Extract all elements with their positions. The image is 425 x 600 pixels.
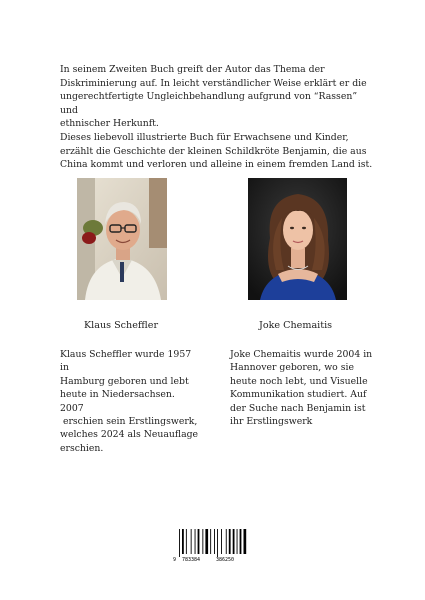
intro-line: Diskriminierung auf. In leicht verständlicher Weise erklärt er die [60, 77, 367, 89]
bio-line: der Suche nach Benjamin ist [230, 402, 366, 414]
barcode-bar [237, 529, 238, 554]
barcode-bar [217, 529, 218, 557]
bio-line: Hamburg geboren und lebt [60, 375, 189, 387]
barcode-bars [171, 527, 251, 563]
barcode-bar [210, 529, 211, 554]
barcode-bar [182, 529, 184, 554]
portrait-woman-image [248, 178, 347, 300]
barcode-digit: 9 [173, 557, 177, 563]
bio-line: Kommunikation studiert. Auf [230, 389, 367, 401]
intro-line: In seinem Zweiten Buch greift der Autor das Thema der [60, 64, 325, 75]
bio-line: ihr Erstlingswerk [230, 416, 313, 428]
bio-line: Hannover geboren, wo sie [230, 362, 354, 374]
bio-line: erschien sein Erstlingswerk, [60, 416, 198, 428]
intro-line: China kommt und verloren und alleine in einem fremden Land ist. [60, 159, 373, 171]
author-name: Klaus Scheffler [84, 320, 159, 331]
barcode-bar [229, 529, 231, 554]
barcode-group: 783384 [182, 557, 201, 563]
bio-line: heute in Niedersachsen. 2007 [60, 389, 175, 414]
bio-line: Klaus Scheffler wurde 1957 in [60, 349, 192, 374]
author-photo-joke [248, 178, 347, 300]
portrait-man-image [77, 178, 167, 300]
author-name: Joke Chemaitis [259, 320, 333, 331]
barcode-bar [195, 529, 196, 554]
intro-line: Dieses liebevoll illustrierte Buch für Erwachsene und Kinder, [60, 131, 349, 143]
barcode-bar [221, 529, 222, 554]
intro-line: ethnischer Herkunft. [60, 118, 159, 130]
bio-line: erschien. [60, 442, 104, 454]
barcode-bar [226, 529, 227, 554]
barcode-bar [202, 529, 203, 554]
barcode-bar [191, 529, 192, 554]
intro-line: ungerechtfertigte Ungleichbehandlung aufgrund von “Rassen” und [60, 91, 358, 116]
barcode-bar [240, 529, 242, 554]
barcode-bar [179, 529, 180, 557]
barcode-bar [198, 529, 200, 554]
barcode-bar [233, 529, 235, 554]
bio-line: Joke Chemaitis wurde 2004 in [230, 349, 373, 360]
barcode-bar [214, 529, 215, 554]
barcode-group: 386250 [216, 557, 235, 563]
author-bio [230, 348, 375, 428]
bio-line: welches 2024 als Neuauflage [60, 429, 199, 441]
isbn-barcode [171, 527, 251, 563]
barcode-bar [186, 529, 187, 554]
barcode-bar [244, 529, 247, 554]
intro-text [60, 63, 375, 172]
barcode-bar [205, 529, 208, 554]
author-bio [60, 348, 200, 455]
author-photo-klaus [77, 178, 167, 300]
intro-line: erzählt die Geschichte der kleinen Schildkröte Benjamin, die aus [60, 145, 367, 157]
bio-line: heute noch lebt, und Visuelle [230, 375, 368, 387]
